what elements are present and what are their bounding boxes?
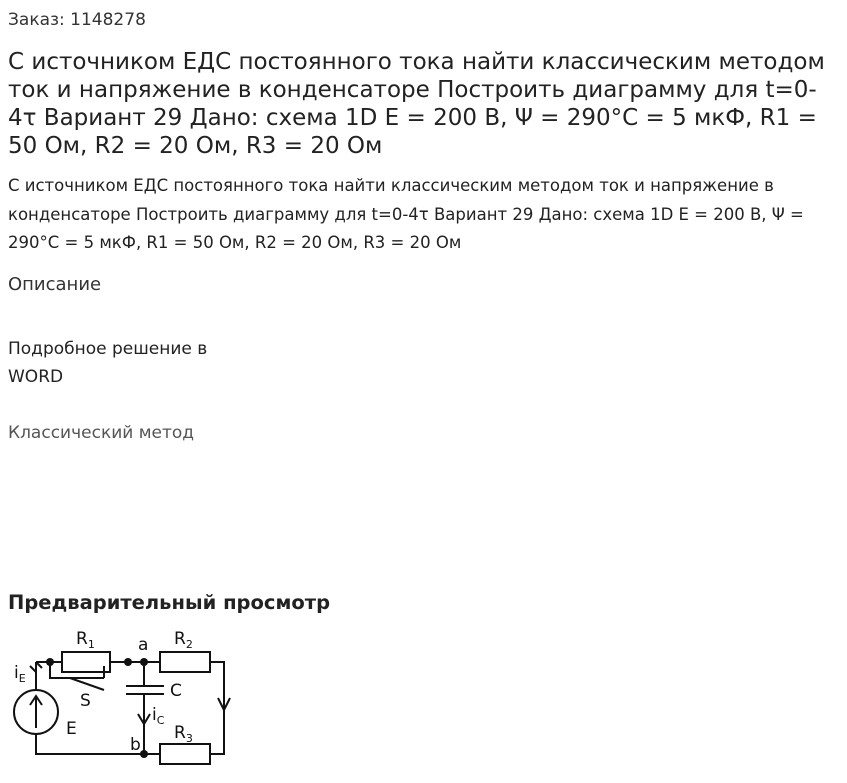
label-switch: S (80, 691, 91, 711)
node-a-dot (140, 658, 148, 666)
right-current-arrow (218, 692, 230, 710)
label-capacitor: C (170, 681, 182, 701)
task-summary: С источником ЕДС постоянного тока найти классическим методом ток и напряжение в конденсаторе Построить диаграмму для t=0-4τ Вариант 29 Дано: схема 1D Е = 200 В, Ψ = 290°C = 5 мкФ, R1 = 50 Ом, R2 = 20 Ом, R3 = 20 Ом (8, 176, 804, 252)
switch-contact (70, 678, 104, 690)
circuit-diagram (4, 620, 244, 780)
node-b-dot (140, 750, 148, 758)
label-node-a: a (138, 635, 149, 655)
node-dot-mid (124, 658, 132, 666)
node-dot-left (46, 658, 54, 666)
label-source: E (66, 719, 77, 739)
label-node-b: b (130, 735, 141, 755)
description-tag: Классический метод (8, 423, 195, 443)
emf-arrow (30, 696, 42, 728)
resistor-r1 (62, 652, 110, 672)
description-text: Подробное решение в WORD (8, 339, 208, 387)
label-r3: $R_3$ (174, 723, 193, 745)
order-number: Заказ: 1148278 (8, 10, 146, 30)
page-title: С источником ЕДС постоянного тока найти классическим методом ток и напряжение в конденсаторе Построить диаграмму для t=0-4τ Вариант 29 Дано: схема 1D Е = 200 В, Ψ = 290°C = 5 мкФ, R1 = 50 Ом, R2 = 20 Ом, R3 = 20 Ом (8, 49, 825, 159)
cap-current-arrow (138, 708, 150, 724)
wire-switch (50, 662, 104, 678)
label-r1: $R_1$ (76, 629, 95, 651)
resistor-r2 (160, 652, 210, 672)
label-cap-current: $i_C$ (152, 705, 165, 727)
label-source-current: $i_E$ (14, 663, 26, 685)
description-heading: Описание (8, 274, 102, 295)
preview-heading: Предварительный просмотр (8, 591, 331, 614)
label-r2: $R_2$ (174, 629, 193, 651)
resistor-r3 (160, 744, 210, 764)
